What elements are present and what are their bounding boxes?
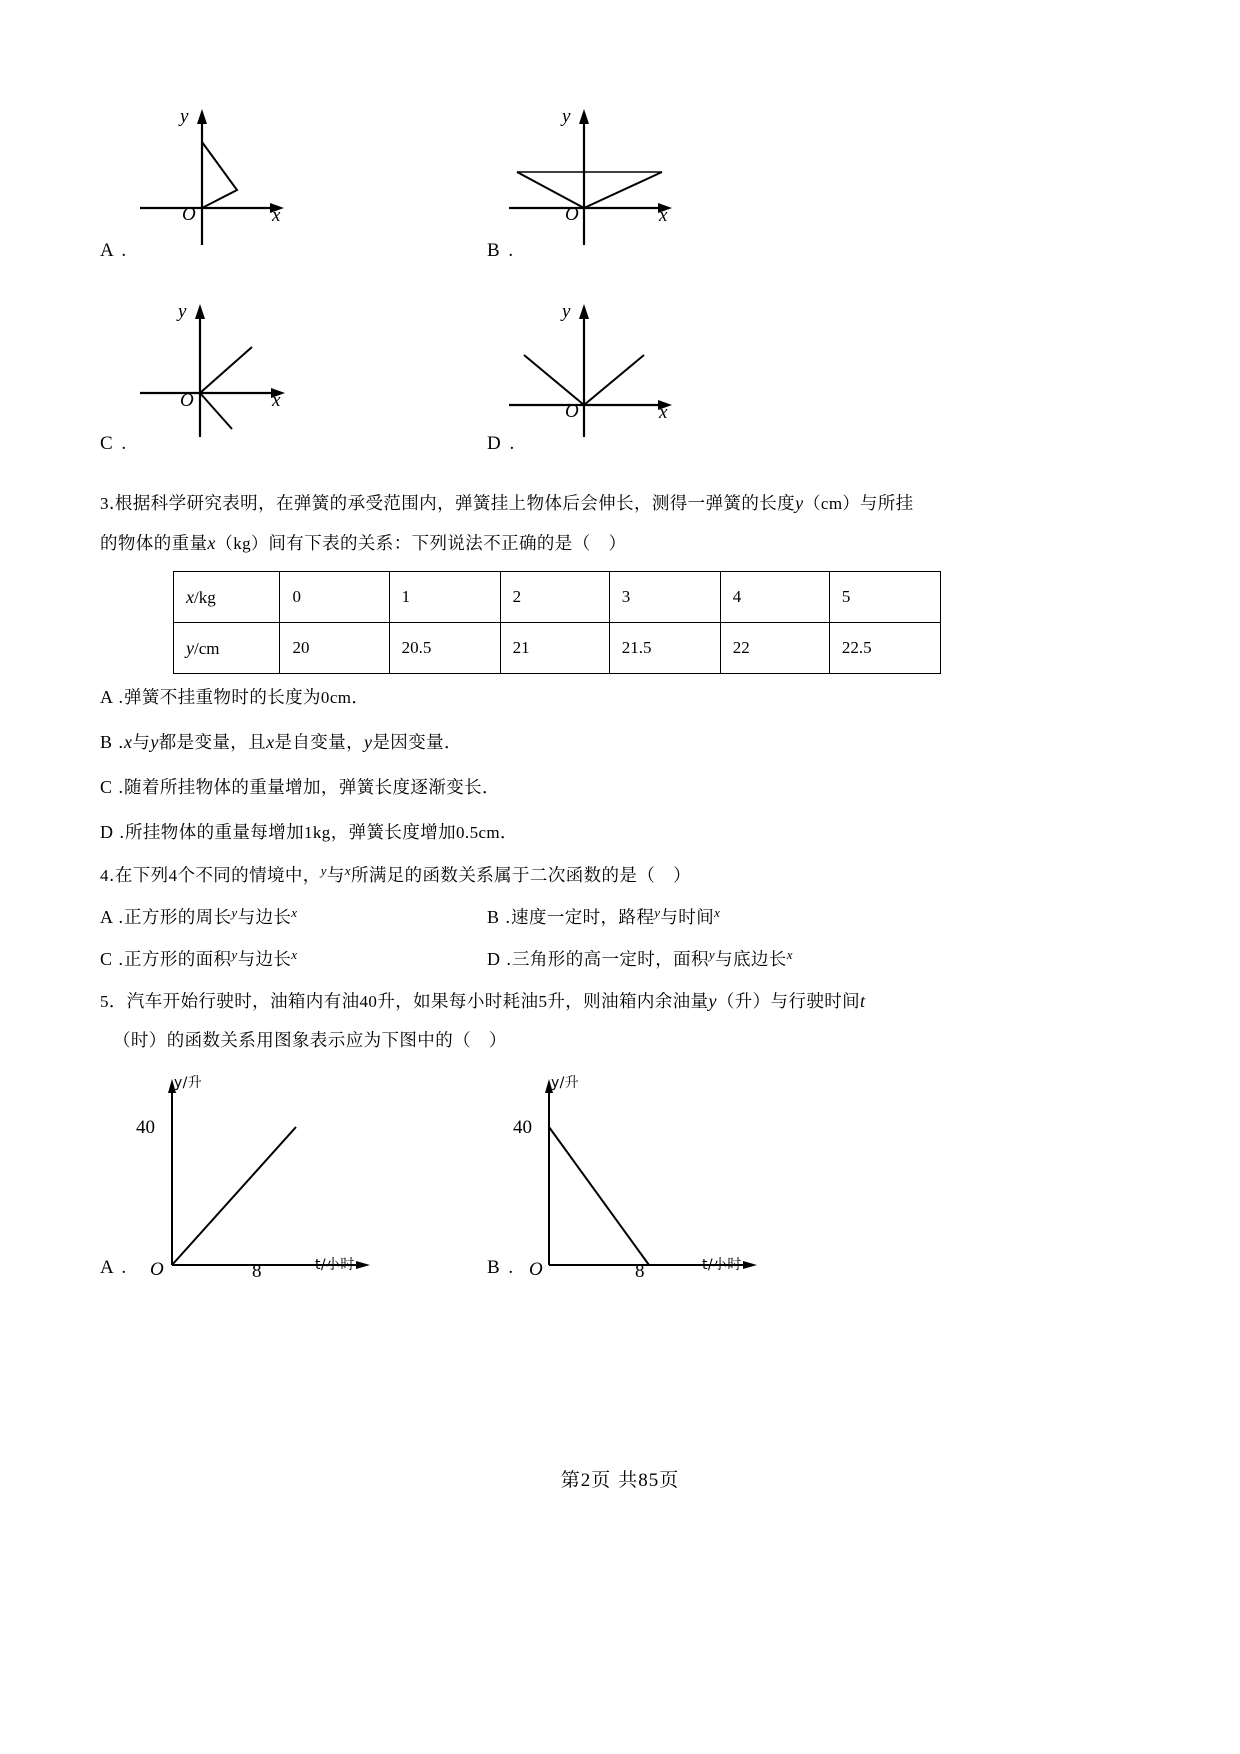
q3-option-a-tail: ． xyxy=(351,688,370,708)
q3-option-d-text-1: 所挂物体的重量每增加 xyxy=(125,823,304,843)
q5-consumption-rate: 5 xyxy=(538,992,548,1011)
q5-line1-var-t: t xyxy=(860,991,866,1011)
choice-b-y-axis-label: y xyxy=(562,106,571,127)
q4-option-c xyxy=(100,944,297,976)
q3-option-b-text-4: 是因变量． xyxy=(372,733,462,753)
choice-a-y-axis-label: y xyxy=(180,106,189,127)
choice-a-x-axis-label: x xyxy=(272,205,281,226)
q5-choice-a-graph xyxy=(100,1065,400,1280)
table-cell-x1: 1 xyxy=(389,572,500,623)
q4-option-c-letter: C . xyxy=(100,949,125,969)
q4-stem-var-x: x xyxy=(344,863,351,878)
q3-option-d-value-2: 0.5cm xyxy=(456,823,501,842)
choice-b-origin-label: O xyxy=(565,204,579,225)
q3-option-b-var-2: y xyxy=(150,732,159,752)
table-cell-y4: 22 xyxy=(720,623,829,674)
q5-choice-a-x-tick: 8 xyxy=(252,1261,262,1282)
choice-a-block xyxy=(100,100,320,261)
q4-option-c-var-y: y xyxy=(231,947,238,963)
q5-choice-b-letter: B . xyxy=(487,1257,516,1278)
choice-d-letter: D . xyxy=(487,433,517,454)
q5-number: 5 xyxy=(100,992,109,1011)
q3-option-a xyxy=(100,682,369,714)
q4-stem-count: 4 xyxy=(168,865,178,885)
q4-stem-b: 个不同的情境中， xyxy=(177,865,321,886)
table-cell-x5: 5 xyxy=(829,572,940,623)
q4-option-a-text-2: 与边长 xyxy=(237,908,292,928)
choice-c-y-axis-label: y xyxy=(178,301,187,322)
q3-option-d xyxy=(100,817,518,849)
q3-option-d-text-2: ，弹簧长度增加 xyxy=(330,823,457,843)
table-header-var-y: y xyxy=(186,637,194,658)
q5-choice-b-block xyxy=(487,1065,787,1280)
q4-option-d-var-x: x xyxy=(786,947,793,963)
choice-d-x-axis-label: x xyxy=(659,402,668,423)
q4-option-d-text-2: 与底边长 xyxy=(715,950,787,970)
q3-option-c-letter: C . xyxy=(100,777,125,797)
question-3-line-2 xyxy=(100,528,626,560)
q4-option-b xyxy=(487,902,720,934)
q4-stem-var-y: y xyxy=(320,863,327,878)
footer-prefix: 第 xyxy=(560,1469,581,1491)
q3-line2-text-b: 间有下表的关系：下列说法不正确的是（ ） xyxy=(268,534,627,554)
q4-stem-d: 所满足的函数关系属于二次函数的是（ ） xyxy=(350,865,692,886)
q5-choice-b-origin-label: O xyxy=(529,1259,543,1280)
q3-option-a-letter: A . xyxy=(100,687,125,707)
q5-choice-a-origin-label: O xyxy=(150,1259,164,1280)
q5-choice-b-x-axis-label: t/小时 xyxy=(702,1257,742,1273)
table-cell-x2: 2 xyxy=(500,572,609,623)
q4-stem-c: 与 xyxy=(326,865,345,886)
choice-b-x-axis-label: x xyxy=(659,205,668,226)
q5-line1-c: 升，则油箱内余油量 xyxy=(547,992,709,1012)
page-footer xyxy=(0,1465,1240,1492)
q3-option-b xyxy=(100,727,462,759)
q3-option-b-var-1: x xyxy=(124,732,133,752)
footer-middle: 页 共 xyxy=(591,1469,639,1491)
q4-option-b-letter: B . xyxy=(487,907,512,927)
q5-choice-a-x-axis-label: t/小时 xyxy=(315,1257,355,1273)
q4-number: 4 xyxy=(100,865,109,885)
table-header-unit-kg: /kg xyxy=(194,587,216,607)
q5-choice-a-letter: A . xyxy=(100,1257,129,1278)
q3-option-d-value-1: 1kg xyxy=(304,823,331,842)
q4-option-d xyxy=(487,944,793,976)
q5-choice-b-graph xyxy=(487,1065,787,1280)
q5-choice-b-x-tick: 8 xyxy=(635,1261,645,1282)
spring-data-table xyxy=(173,571,941,674)
q3-line1-text-a: .根据科学研究表明，在弹簧的承受范围内，弹簧挂上物体后会伸长，测得一弹簧的长度 xyxy=(108,494,796,514)
q5-line1-a: ．汽车开始行驶时，油箱内有油 xyxy=(108,992,360,1012)
q3-line2-unit: （kg） xyxy=(215,534,269,553)
choice-b-block xyxy=(487,100,717,261)
choice-d-y-axis-label: y xyxy=(562,301,571,322)
q3-option-b-var-3: x xyxy=(266,732,275,752)
table-row xyxy=(174,623,941,674)
q3-line1-text-b: 与所挂 xyxy=(859,494,914,514)
q4-option-d-var-y: y xyxy=(708,947,716,963)
question-3-line-1 xyxy=(100,488,914,520)
q4-stem-a: .在下列 xyxy=(108,865,169,886)
footer-total-pages: 85 xyxy=(638,1470,660,1491)
table-cell-y5: 22.5 xyxy=(829,623,940,674)
q3-number: 3 xyxy=(100,494,109,513)
choice-c-graph xyxy=(100,297,320,447)
choice-d-origin-label: O xyxy=(565,401,579,422)
q4-option-b-var-y: y xyxy=(654,905,661,921)
table-cell-x3: 3 xyxy=(609,572,720,623)
q3-option-b-text-3: 是自变量， xyxy=(274,733,364,753)
q4-option-a xyxy=(100,902,297,934)
q4-option-b-text-1: 速度一定时，路程 xyxy=(511,908,655,928)
table-cell-y2: 21 xyxy=(500,623,609,674)
q4-option-d-letter: D . xyxy=(487,949,512,969)
table-header-var-x: x xyxy=(186,586,194,607)
table-row xyxy=(174,572,941,623)
q5-choice-a-y-tick: 40 xyxy=(136,1117,155,1138)
choice-c-x-axis-label: x xyxy=(272,390,281,411)
question-4-stem xyxy=(100,860,691,891)
q5-choice-b-y-axis-label: y/升 xyxy=(551,1075,580,1091)
choice-c-block xyxy=(100,297,320,454)
q5-line1-d: （升）与行驶时间 xyxy=(716,992,861,1012)
q4-option-a-var-x: x xyxy=(291,905,298,921)
q3-option-a-text: 弹簧不挂重物时的长度为 xyxy=(124,688,321,708)
q3-line1-unit: （cm） xyxy=(803,494,860,513)
footer-suffix: 页 xyxy=(659,1469,680,1491)
q3-option-c-text: 随着所挂物体的重量增加，弹簧长度逐渐变长． xyxy=(124,778,500,798)
q4-option-a-text-1: 正方形的周长 xyxy=(124,908,232,928)
choice-b-letter: B . xyxy=(487,240,516,261)
q3-option-b-text-2: 都是变量，且 xyxy=(158,733,267,753)
q3-line1-variable-y: y xyxy=(795,493,804,513)
choice-a-letter: A . xyxy=(100,240,129,261)
q5-choice-a-block xyxy=(100,1065,400,1280)
choice-c-origin-label: O xyxy=(180,390,194,411)
choice-a-origin-label: O xyxy=(182,204,196,225)
q4-option-a-var-y: y xyxy=(231,905,238,921)
choice-a-graph xyxy=(100,100,320,250)
choice-d-graph xyxy=(487,297,717,447)
footer-page-number: 2 xyxy=(580,1470,592,1491)
q3-option-b-text-1: 与 xyxy=(132,733,151,753)
table-row-header-y xyxy=(174,623,280,674)
table-cell-y3: 21.5 xyxy=(609,623,720,674)
q3-option-c xyxy=(100,772,500,804)
q3-option-b-letter: B . xyxy=(100,732,125,752)
q4-option-d-text-1: 三角形的高一定时，面积 xyxy=(512,950,709,970)
question-5-line-2: （时）的函数关系用图象表示应为下图中的（ ） xyxy=(113,1031,507,1051)
q3-line2-text-a: 的物体的重量 xyxy=(100,534,208,554)
table-cell-y0: 20 xyxy=(280,623,389,674)
q4-option-c-text-1: 正方形的面积 xyxy=(124,950,232,970)
q3-option-a-value: 0cm xyxy=(320,688,352,707)
q4-option-c-text-2: 与边长 xyxy=(237,950,292,970)
q3-option-b-var-4: y xyxy=(364,732,373,752)
q3-line2-variable-x: x xyxy=(207,533,216,553)
q5-line1-b: 升，如果每小时耗油 xyxy=(377,992,539,1012)
choice-d-block xyxy=(487,297,717,454)
q5-line1-var-y: y xyxy=(708,991,717,1011)
q3-option-d-letter: D . xyxy=(100,822,125,842)
choice-b-graph xyxy=(487,100,717,250)
table-cell-x4: 4 xyxy=(720,572,829,623)
question-5-line-1 xyxy=(100,986,865,1018)
q5-choice-b-y-tick: 40 xyxy=(513,1117,532,1138)
table-header-unit-cm: /cm xyxy=(194,638,220,658)
choice-c-letter: C . xyxy=(100,433,129,454)
q3-option-d-text-3: ． xyxy=(500,823,518,843)
q4-option-b-var-x: x xyxy=(714,905,721,921)
table-cell-y1: 20.5 xyxy=(389,623,500,674)
q4-option-b-text-2: 与时间 xyxy=(660,908,715,928)
table-cell-x0: 0 xyxy=(280,572,389,623)
q5-choice-a-y-axis-label: y/升 xyxy=(174,1075,203,1091)
q4-option-c-var-x: x xyxy=(291,947,298,963)
q5-tank-capacity: 40 xyxy=(359,992,378,1011)
q4-option-a-letter: A . xyxy=(100,907,125,927)
table-row-header-x xyxy=(174,572,280,623)
